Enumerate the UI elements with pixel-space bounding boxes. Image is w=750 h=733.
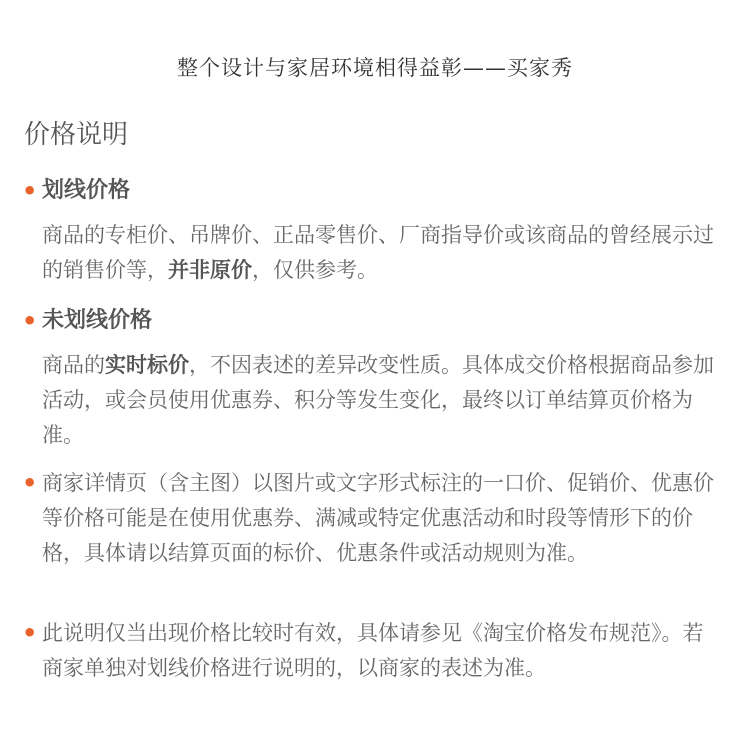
item-body xyxy=(42,466,722,571)
item-body xyxy=(42,348,722,453)
list-item-comparison-note xyxy=(22,616,722,686)
body-text: ，不因表述的差异改变性质。具体成交价格根据商品参加活动，或会员使用优惠券、积分等发生变化，最终以订单结算页价格为准。 xyxy=(42,353,714,447)
bullet-icon: • xyxy=(22,307,38,335)
bullet-icon: • xyxy=(22,469,38,497)
body-text: 商品的专柜价、吊牌价、正品零售价、厂商指导价或该商品的曾经展示过的销售价等， xyxy=(42,223,714,282)
body-bold-text: 实时标价 xyxy=(105,353,189,377)
item-heading: 划线价格 xyxy=(42,178,131,203)
body-text: 此说明仅当出现价格比较时有效，具体请参见《淘宝价格发布规范》。若商家单独对划线价格进行说明的，以商家的表述为准。 xyxy=(42,621,704,680)
body-bold-text: 并非原价 xyxy=(168,258,252,282)
item-heading: 未划线价格 xyxy=(42,308,153,333)
bullet-icon: • xyxy=(22,619,38,647)
list-item-detail-page-price xyxy=(22,466,722,571)
list-item-non-strikethrough-price xyxy=(22,304,722,453)
body-text: 商品的 xyxy=(42,353,105,377)
body-text: 商家详情页（含主图）以图片或文字形式标注的一口价、促销价、优惠价等价格可能是在使用优惠券、满减或特定优惠活动和时段等情形下的价格，具体请以结算页面的标价、优惠条件或活动规则为准。 xyxy=(42,471,714,565)
bullet-icon: • xyxy=(22,177,38,205)
list-item-strikethrough-price xyxy=(22,174,722,288)
item-body xyxy=(42,218,722,288)
section-title: 价格说明 xyxy=(24,120,129,150)
item-body xyxy=(42,616,722,686)
body-text: ，仅供参考。 xyxy=(252,258,378,282)
image-caption: 整个设计与家居环境相得益彰——买家秀 xyxy=(177,56,573,80)
